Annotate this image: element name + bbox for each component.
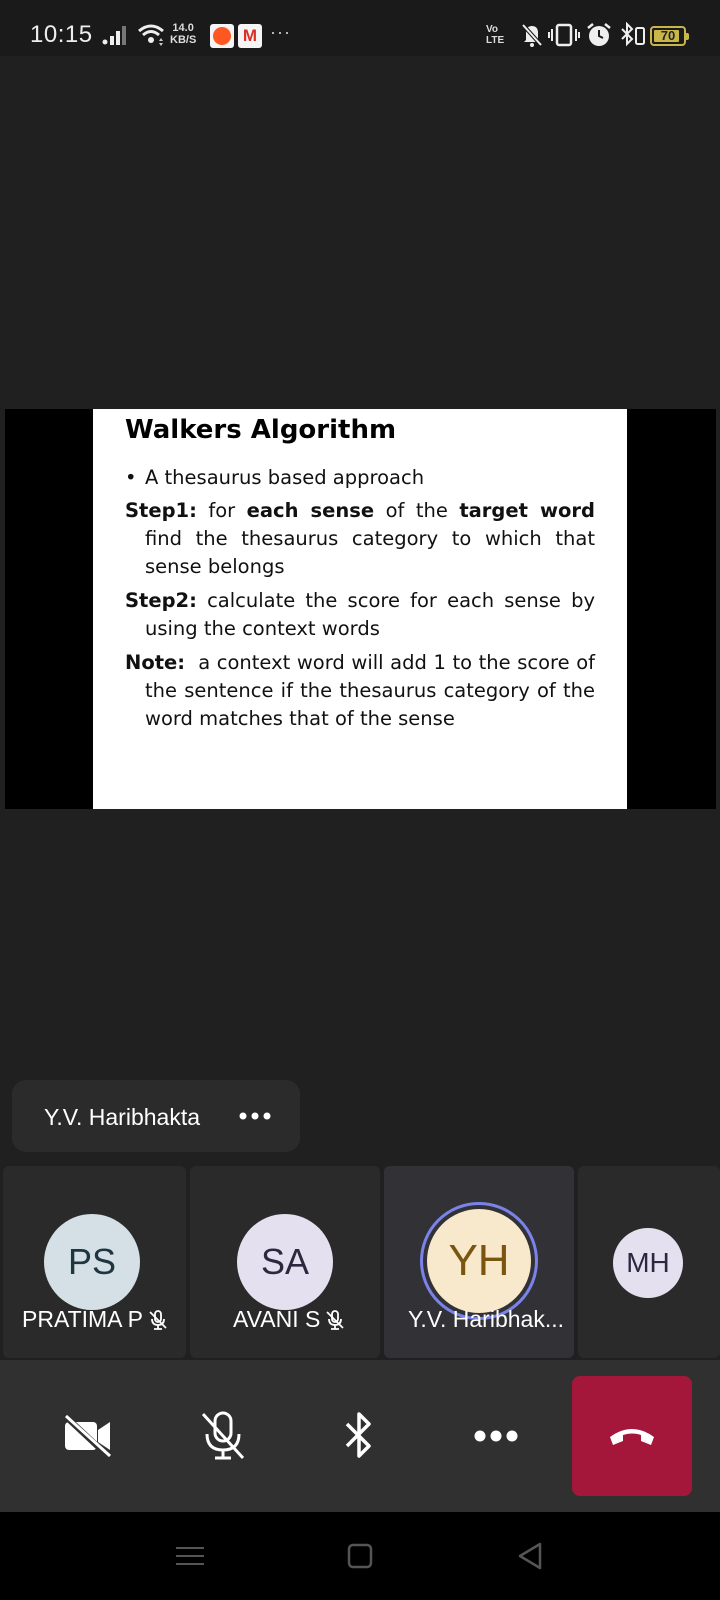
participant-name-text: AVANI S xyxy=(233,1306,321,1332)
signal-icon xyxy=(102,24,130,46)
network-speed xyxy=(170,22,196,46)
more-icon xyxy=(473,1428,519,1444)
more-notifications-icon: ··· xyxy=(270,22,291,42)
home-icon[interactable] xyxy=(342,1540,378,1572)
status-bar xyxy=(0,0,720,56)
camera-toggle-button[interactable] xyxy=(28,1360,148,1512)
wifi-icon xyxy=(137,23,165,47)
participant-tile-pratima[interactable] xyxy=(3,1166,186,1358)
participant-name xyxy=(233,1306,346,1333)
step1-text-3: find the thesaurus category to which that sense belongs xyxy=(145,527,595,578)
mic-off-icon xyxy=(324,1309,346,1331)
step1-bold-1: each sense xyxy=(246,499,375,522)
mute-icon xyxy=(520,22,544,48)
bluetooth-icon xyxy=(341,1410,377,1462)
step2-label: Step2: xyxy=(125,589,197,612)
gmail-icon: M xyxy=(238,24,262,48)
presenter-chip[interactable] xyxy=(12,1080,300,1152)
participant-tile-mh[interactable] xyxy=(578,1166,720,1358)
step1-label: Step1: xyxy=(125,499,197,522)
participant-name: Y.V. Haribhak... xyxy=(408,1306,564,1332)
note-text: a context word will add 1 to the score of the sentence if the thesaurus category of the word matches that of the sense xyxy=(145,651,602,730)
slide-step1 xyxy=(125,497,595,581)
step1-bold-2: target word xyxy=(459,499,595,522)
camera-off-icon xyxy=(62,1412,114,1460)
battery-tip xyxy=(686,33,689,40)
slide-bullet xyxy=(125,465,595,491)
hang-up-icon xyxy=(607,1423,657,1449)
volte-icon xyxy=(486,24,504,46)
battery-icon xyxy=(650,26,686,46)
avatar: MH xyxy=(613,1228,683,1298)
shared-slide[interactable] xyxy=(93,409,627,809)
participant-tile-haribhakta[interactable] xyxy=(384,1166,574,1358)
mic-toggle-button[interactable] xyxy=(163,1360,283,1512)
hang-up-button[interactable] xyxy=(572,1376,692,1496)
presenter-name: Y.V. Haribhakta xyxy=(44,1104,201,1130)
volte-bottom: LTE xyxy=(486,35,505,46)
battery-level: 70 xyxy=(660,28,676,43)
participant-name xyxy=(22,1306,169,1333)
back-icon[interactable] xyxy=(512,1540,548,1572)
mic-off-icon xyxy=(197,1410,249,1462)
call-controls xyxy=(0,1360,720,1512)
alarm-icon xyxy=(586,22,612,48)
slide-bullet-text: A thesaurus based approach xyxy=(145,466,425,489)
bluetooth-icon xyxy=(618,22,646,48)
slide-note xyxy=(125,649,602,733)
menu-icon[interactable] xyxy=(172,1540,208,1572)
network-speed-value: 14.0 xyxy=(172,22,194,34)
avatar: PS xyxy=(44,1214,140,1310)
slide-title: Walkers Algorithm xyxy=(125,415,397,445)
vibrate-icon xyxy=(548,22,580,48)
mic-off-icon xyxy=(147,1309,169,1331)
avatar: SA xyxy=(237,1214,333,1310)
participant-name-text: PRATIMA P xyxy=(22,1306,143,1332)
slide-step2 xyxy=(125,587,595,643)
app-notification-icon xyxy=(210,24,234,48)
step2-text: calculate the score for each sense by using the context words xyxy=(145,589,595,640)
volte-top: Vo xyxy=(486,24,499,35)
step1-text-2: of the xyxy=(374,499,460,522)
system-nav-bar xyxy=(0,1512,720,1600)
more-horizontal-icon[interactable] xyxy=(238,1106,272,1126)
clock: 10:15 xyxy=(30,21,93,48)
participant-tile-avani[interactable] xyxy=(190,1166,380,1358)
more-options-button[interactable] xyxy=(436,1360,556,1512)
audio-device-button[interactable] xyxy=(299,1360,419,1512)
step1-text-1: for xyxy=(196,499,247,522)
note-label: Note: xyxy=(125,651,186,674)
speaking-ring xyxy=(420,1202,538,1320)
avatar: YH xyxy=(427,1209,531,1313)
network-speed-unit: KB/S xyxy=(170,34,197,46)
bullet-dot: • xyxy=(125,466,137,489)
